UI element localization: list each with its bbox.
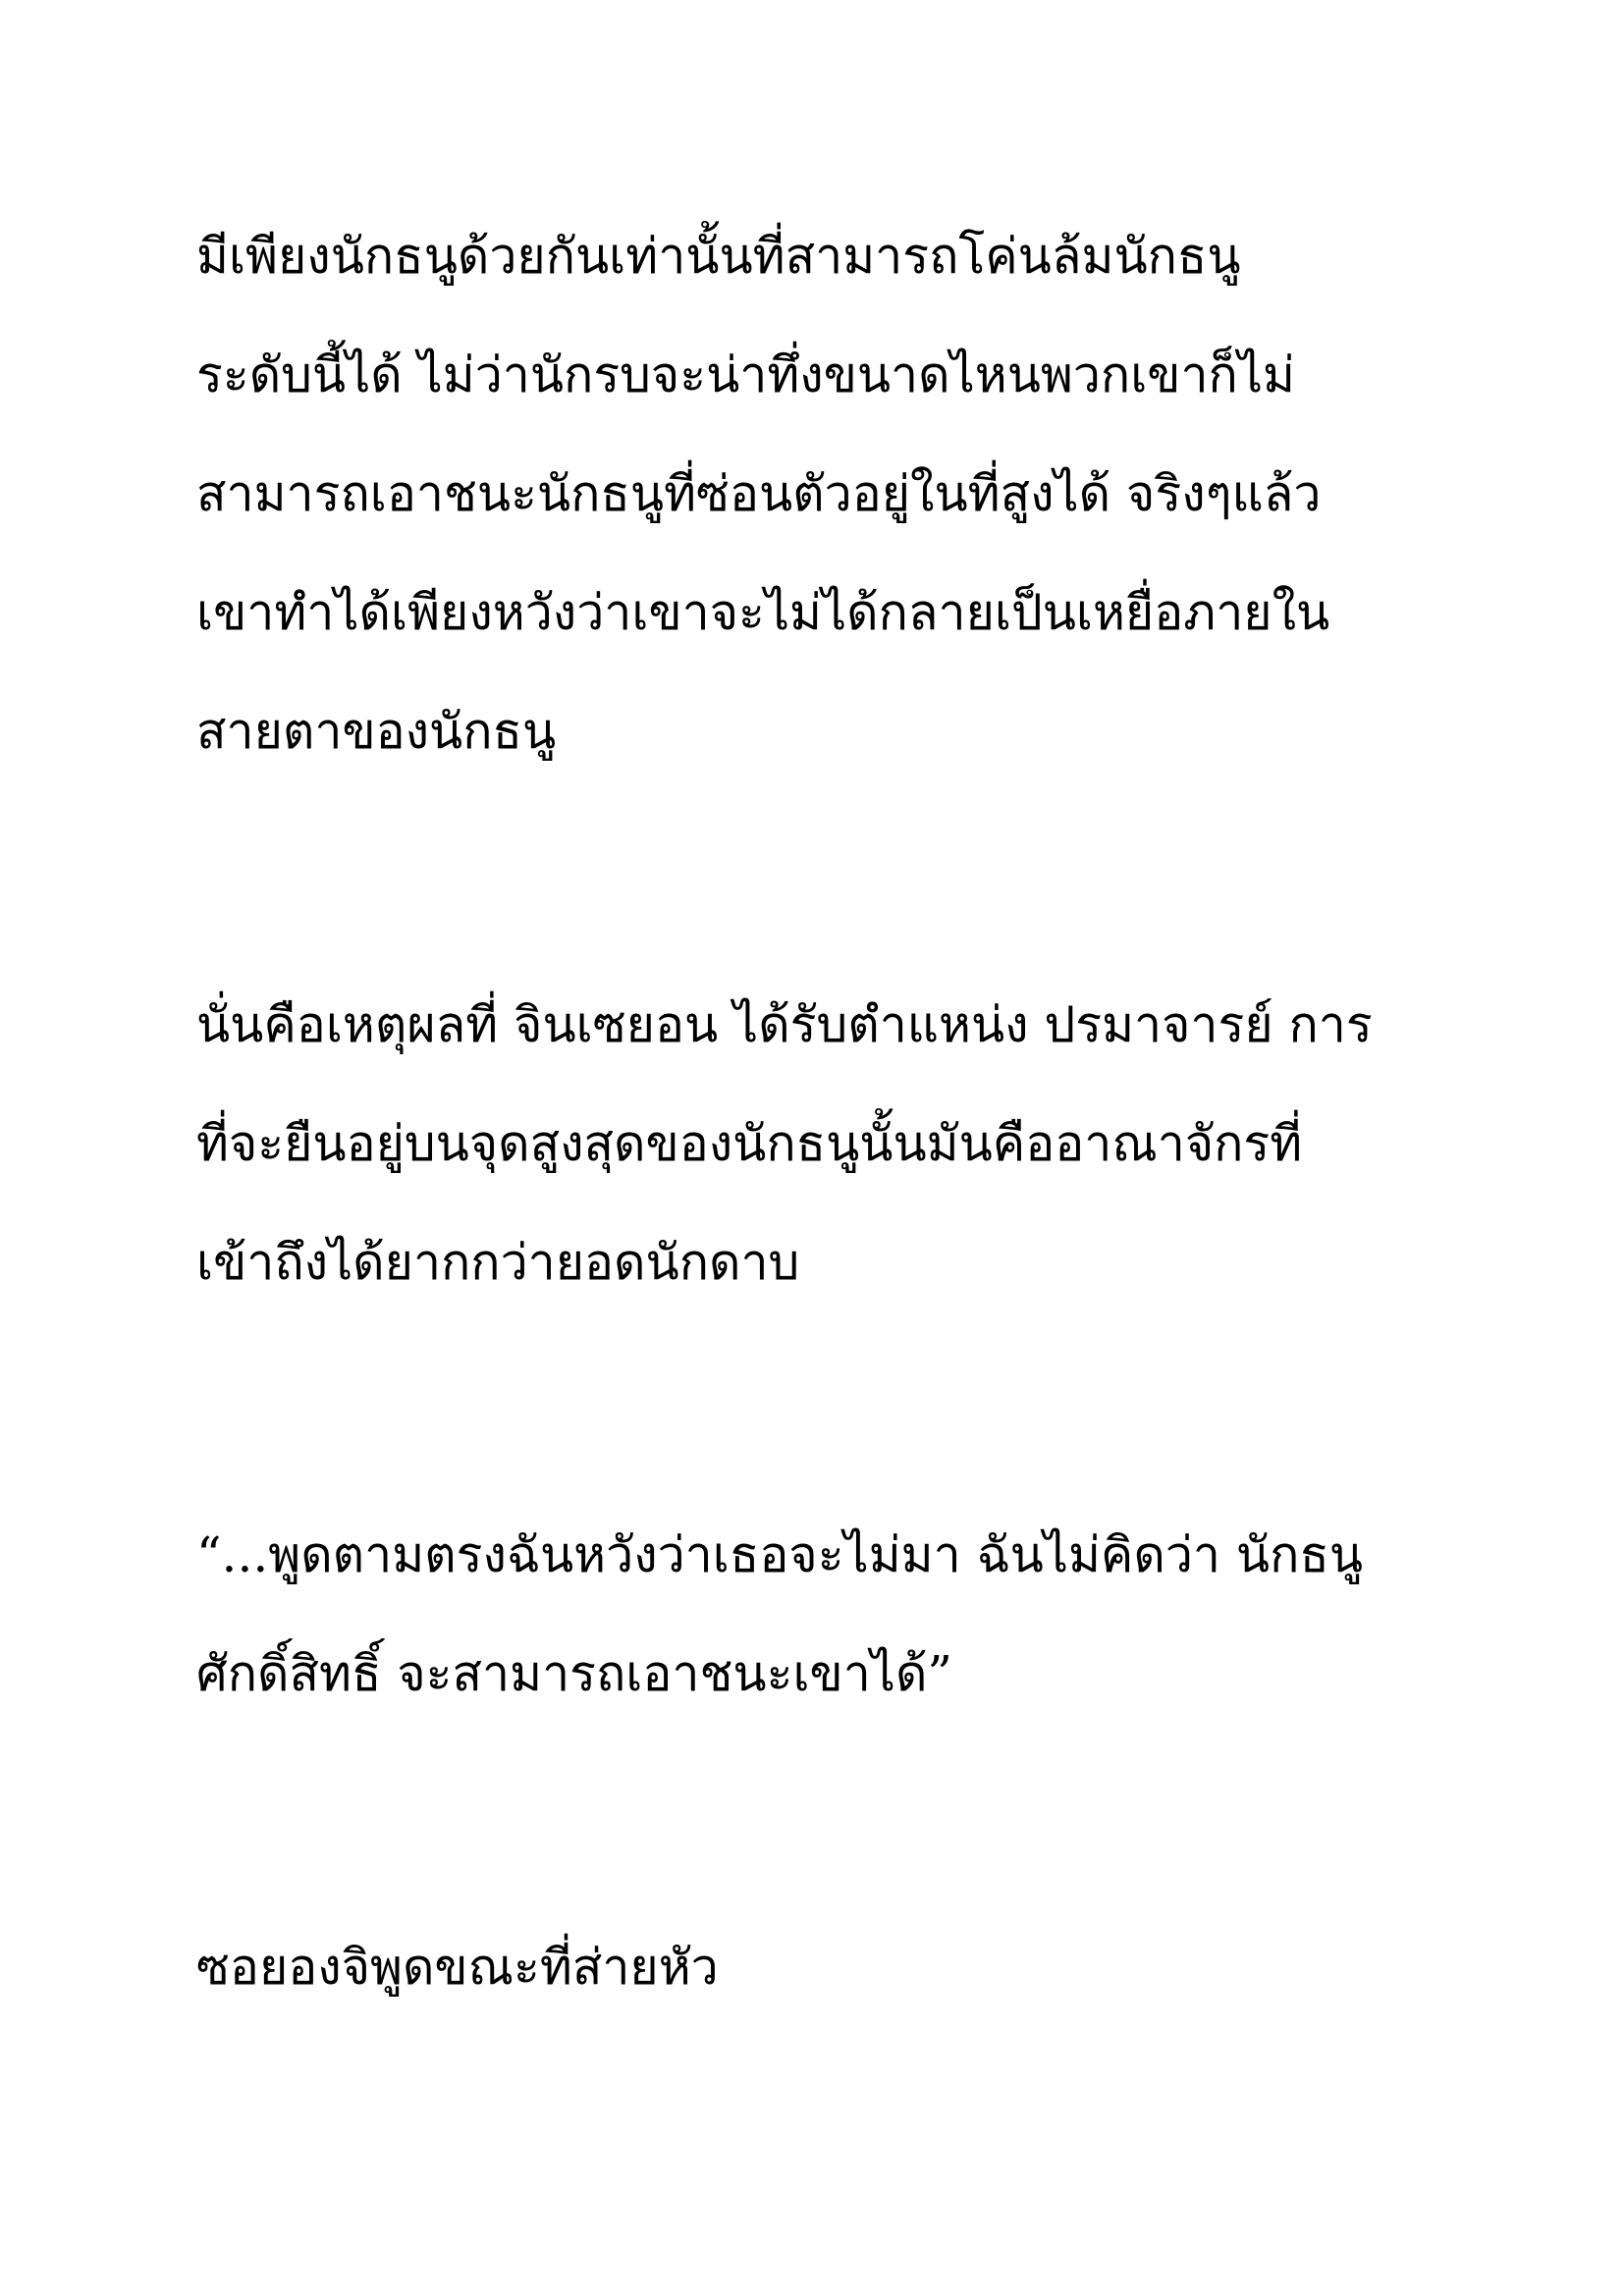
paragraph-line: มีเพียงนักธนูด้วยกันเท่านั้นที่สามารถโค่นล้มนักธนู [196, 228, 1241, 285]
paragraph-line: สามารถเอาชนะนักธนูที่ซ่อนตัวอยู่ในที่สูงได้ จริงๆแล้ว [196, 465, 1322, 522]
paragraph-line: ที่จะยืนอยู่บนจุดสูงสุดของนักธนูนั้นมันคืออาณาจักรที่ [196, 1115, 1303, 1172]
paragraph-line: เข้าถึงได้ยากกว่ายอดนักดาบ [196, 1234, 800, 1291]
paragraph-line: สายตาของนักธนู [196, 703, 557, 760]
paragraph-line: ระดับนี้ได้ ไม่ว่านักรบจะน่าทึ่งขนาดไหนพวกเขาก็ไม่ [196, 347, 1295, 403]
paragraph-line: “...พูดตามตรงฉันหวังว่าเธอจะไม่มา ฉันไม่คิดว่า นักธนู [196, 1526, 1364, 1583]
paragraph-line: เขาทำได้เพียงหวังว่าเขาจะไม่ได้กลายเป็นเหยื่อภายใน [196, 584, 1330, 641]
paragraph-line: นั่นคือเหตุผลที่ จินเซยอน ได้รับตำแหน่ง ปรมาจารย์ การ [196, 996, 1373, 1053]
paragraph-line: ซอยองจิพูดขณะที่ส่ายหัว [196, 1939, 719, 1996]
paragraph-line: ศักดิ์สิทธิ์ จะสามารถเอาชนะเขาได้” [196, 1645, 952, 1702]
